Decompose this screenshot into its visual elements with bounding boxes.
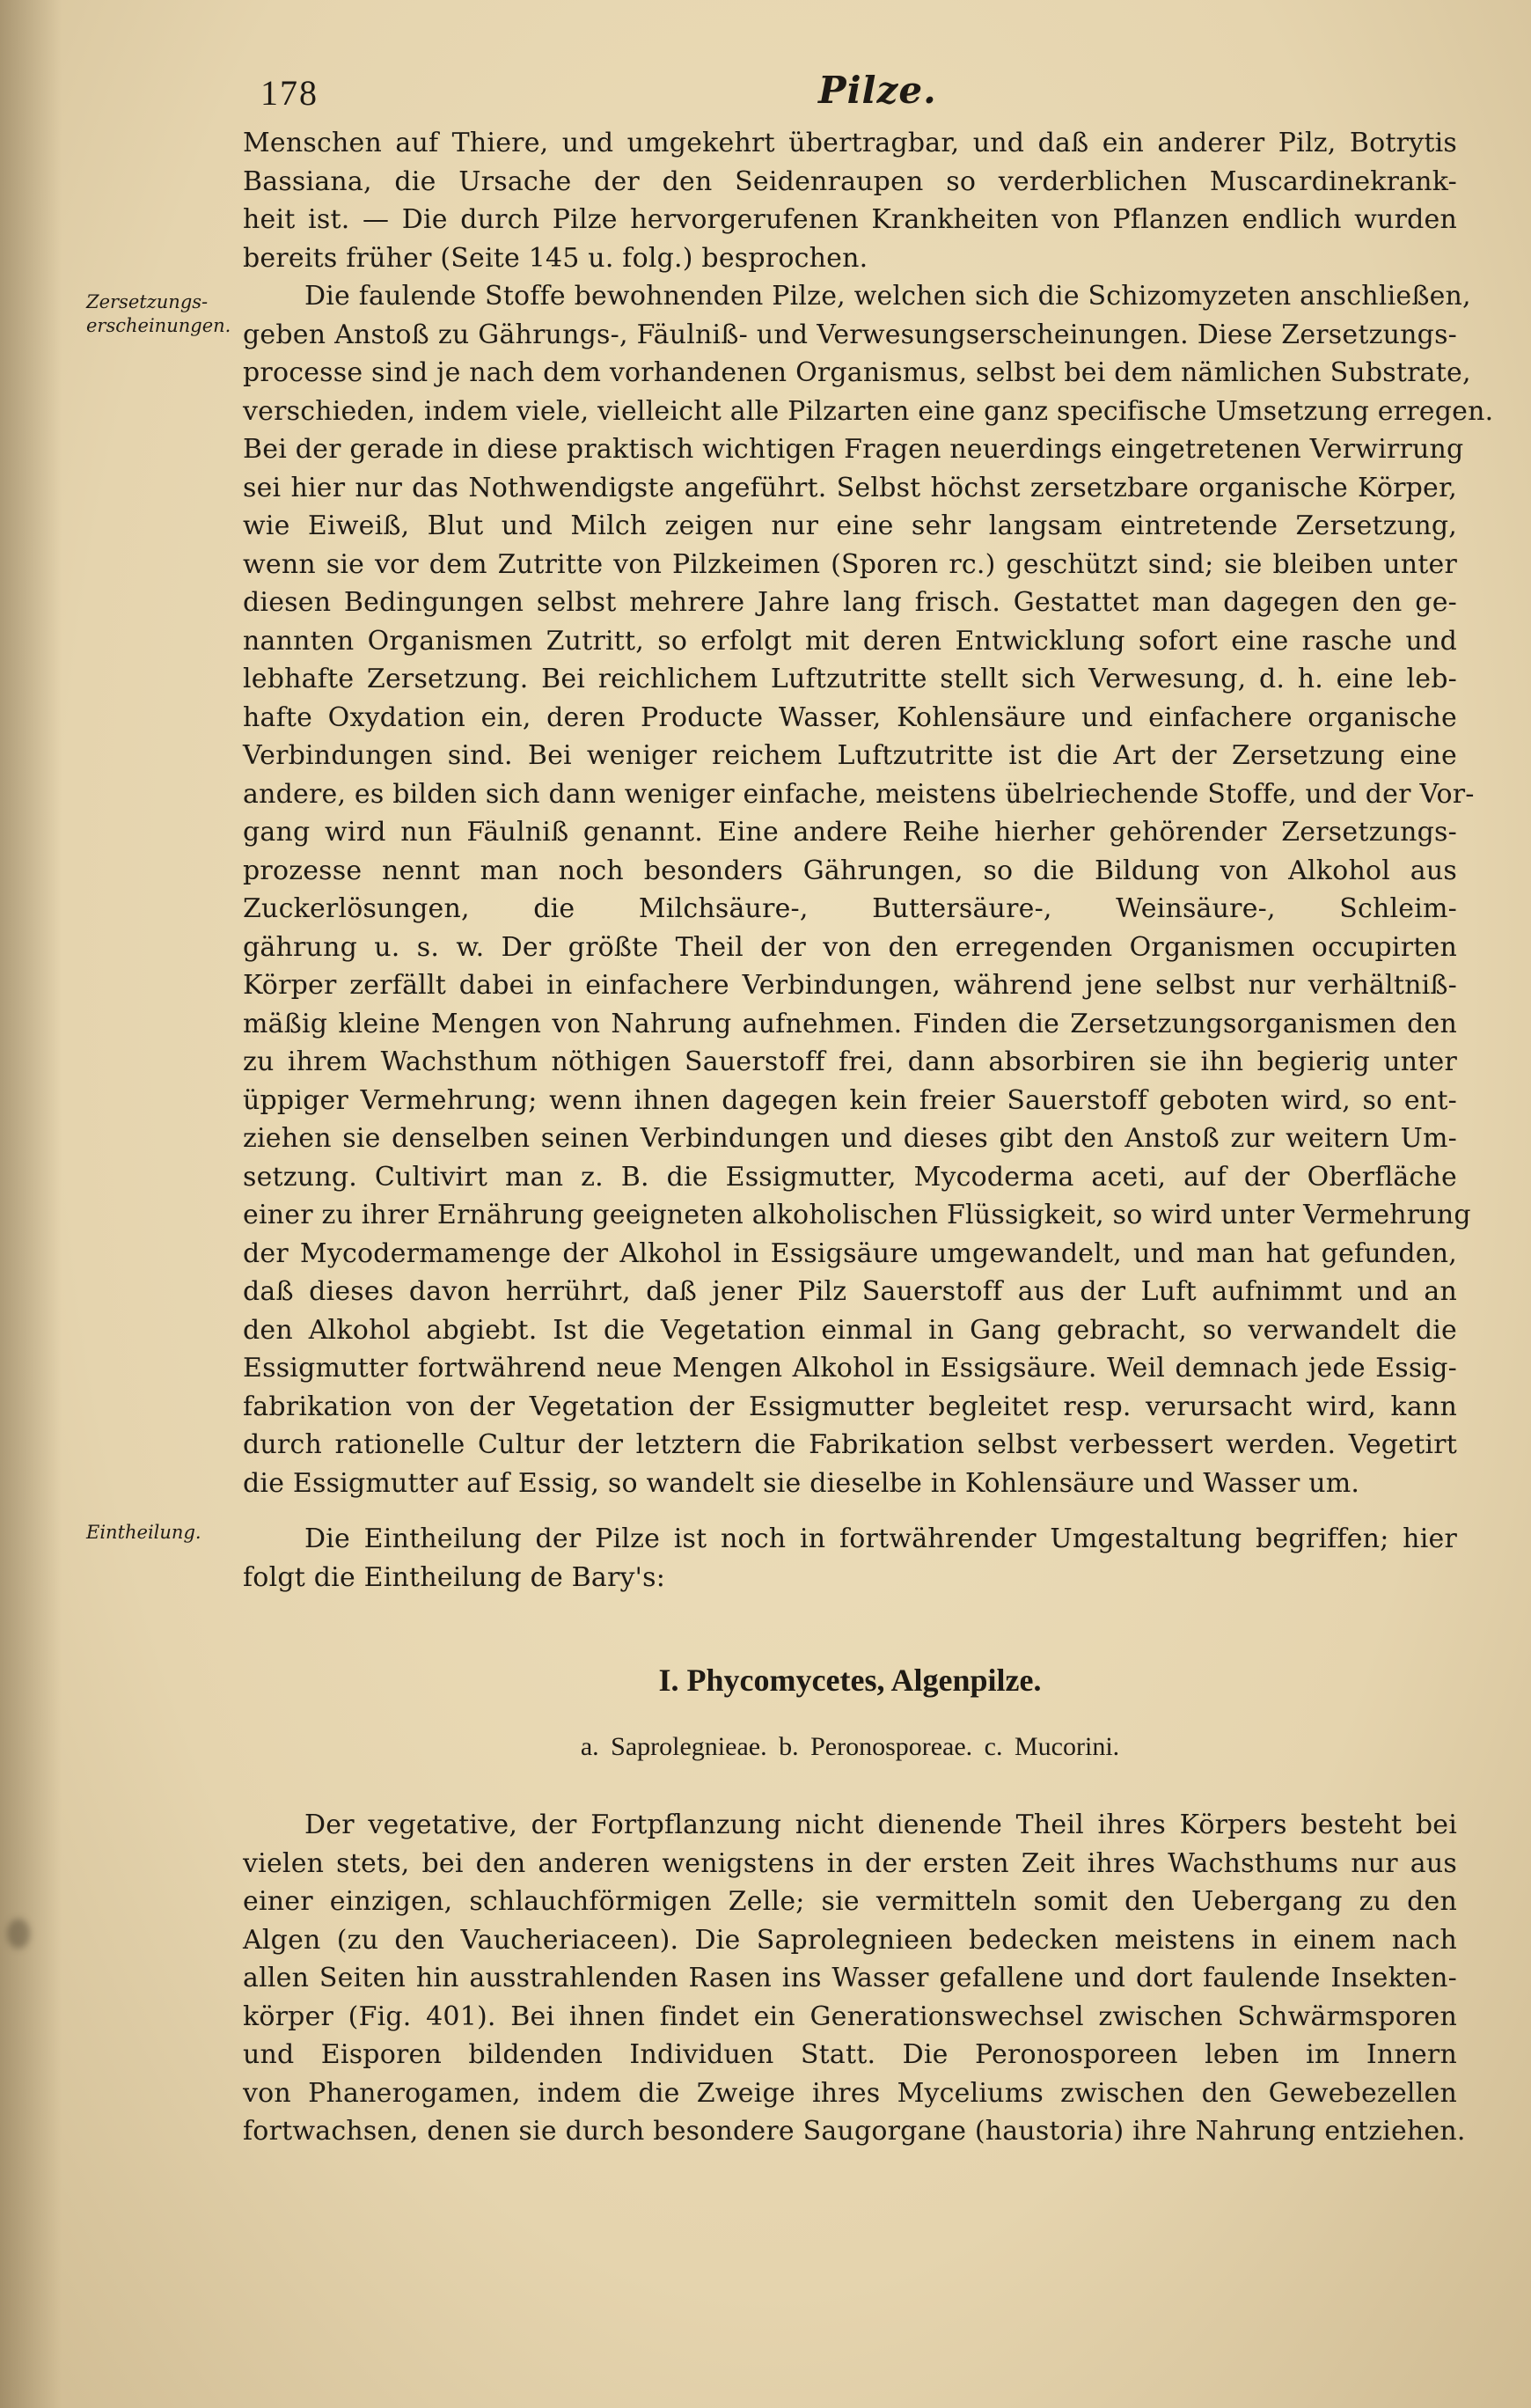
page-number: 178 (260, 73, 319, 113)
text-line: Körper zerfällt dabei in einfachere Verbindungen, während jene selbst nur verhältniß- (243, 970, 1457, 1001)
section-heading: I. Phycomycetes, Algenpilze. (658, 1663, 1042, 1698)
text-line: ziehen sie denselben seinen Verbindungen und dieses gibt den Anstoß zur weitern Um- (243, 1123, 1457, 1154)
text-line: einer einzigen, schlauchförmigen Zelle; sie vermitteln somit den Uebergang zu den (243, 1886, 1457, 1917)
text-line: Algen (zu den Vaucheriaceen). Die Saprolegnieen bedecken meistens in einem nach (243, 1924, 1457, 1956)
paragraph-continuation (243, 124, 1457, 277)
text-line: und Eisporen bildenden Individuen Statt. Die Peronosporeen leben im Innern (243, 2039, 1457, 2070)
text-line: diesen Bedingungen selbst mehrere Jahre lang frisch. Gestattet man dagegen den ge- (243, 587, 1457, 618)
paragraph-phycomycetes (243, 1806, 1466, 2151)
text-line: Essigmutter fortwährend neue Mengen Alkohol in Essigsäure. Weil demnach jede Essig- (243, 1353, 1457, 1384)
text-line: gang wird nun Fäulniß genannt. Eine andere Reihe hierher gehörender Zersetzungs- (243, 817, 1457, 848)
text-line: üppiger Vermehrung; wenn ihnen dagegen kein freier Sauerstoff geboten wird, so ent- (243, 1084, 1457, 1116)
margin-note-decomposition: Zersetzungs-erscheinungen. (86, 291, 231, 336)
text-line: wie Eiweiß, Blut und Milch zeigen nur eine sehr langsam eintretende Zersetzung, (243, 510, 1457, 541)
margin-note-classification: Eintheilung. (86, 1522, 201, 1543)
text-line: Zuckerlösungen, die Milchsäure-, Buttersäure-, Weinsäure-, Schleim- (243, 893, 1457, 924)
paragraph-classification (243, 1520, 1457, 1597)
text-line: Menschen auf Thiere, und umgekehrt übertragbar, und daß ein anderer Pilz, Botrytis (243, 128, 1457, 158)
text-line: vielen stets, bei den anderen wenigstens in der ersten Zeit ihres Wachsthums nur aus (243, 1847, 1457, 1879)
text-line: durch rationelle Cultur der letztern die Fabrikation selbst verbessert werden. Vegetirt (243, 1429, 1457, 1460)
text-line: den Alkohol abgiebt. Ist die Vegetation einmal in Gang gebracht, so verwandelt die (243, 1314, 1457, 1346)
text-line: Die Eintheilung der Pilze ist noch in fortwährender Umgestaltung begriffen; hier (304, 1523, 1457, 1554)
paragraph-decomposition (243, 277, 1494, 1502)
text-line: sei hier nur das Nothwendigste angeführt. Selbst höchst zersetzbare organische Körper, (243, 472, 1457, 503)
text-line: heit ist. — Die durch Pilze hervorgerufenen Krankheiten von Pflanzen endlich wurden (243, 204, 1457, 235)
binding-shadow (0, 0, 62, 2408)
text-line: einer zu ihrer Ernährung geeigneten alkoholischen Flüssigkeit, so wird unter Vermehrung (243, 1200, 1471, 1230)
text-line: andere, es bilden sich dann weniger einfache, meistens übelriechende Stoffe, und der Vor- (243, 778, 1475, 810)
text-line: der Mycodermamenge der Alkohol in Essigsäure umgewandelt, und man hat gefunden, (243, 1237, 1457, 1269)
text-line: prozesse nennt man noch besonders Gährungen, so die Bildung von Alkohol aus (243, 855, 1457, 886)
text-line: lebhafte Zersetzung. Bei reichlichem Luftzutritte stellt sich Verwesung, d. h. eine leb- (243, 664, 1457, 694)
text-line: Die faulende Stoffe bewohnenden Pilze, welchen sich die Schizomyzeten anschließen, (304, 281, 1471, 312)
text-line: folgt die Eintheilung de Bary's: (243, 1561, 666, 1593)
text-line: körper (Fig. 401). Bei ihnen findet ein Generationswechsel zwischen Schwärmsporen (243, 2001, 1457, 2032)
text-line: mäßig kleine Mengen von Nahrung aufnehmen. Finden die Zersetzungsorganismen den (243, 1008, 1457, 1039)
text-line: geben Anstoß zu Gährungs-, Fäulniß- und Verwesungserscheinungen. Diese Zersetzungs- (243, 319, 1457, 350)
text-line: setzung. Cultivirt man z. B. die Essigmutter, Mycoderma aceti, auf der Oberfläche (243, 1161, 1457, 1193)
text-line: daß dieses davon herrührt, daß jener Pilz Sauerstoff aus der Luft aufnimmt und an (243, 1276, 1457, 1307)
text-line: Der vegetative, der Fortpflanzung nicht dienende Theil ihres Körpers besteht bei (304, 1810, 1457, 1840)
text-line: fortwachsen, denen sie durch besondere Saugorgane (haustoria) ihre Nahrung entziehen. (243, 2116, 1466, 2147)
text-line: von Phanerogamen, indem die Zweige ihres Myceliums zwischen den Gewebezellen (243, 2077, 1457, 2109)
text-line: gährung u. s. w. Der größte Theil der von den erregenden Organismen occupirten (243, 931, 1457, 963)
text-line: verschieden, indem viele, vielleicht alle Pilzarten eine ganz specifische Umsetzung erregen. (243, 395, 1494, 427)
text-line: wenn sie vor dem Zutritte von Pilzkeimen (Sporen rc.) geschützt sind; sie bleiben unter (243, 548, 1457, 580)
text-line: hafte Oxydation ein, deren Producte Wasser, Kohlensäure und einfachere organische (243, 701, 1457, 733)
text-line: bereits früher (Seite 145 u. folg.) besprochen. (243, 242, 868, 274)
text-line: Bei der gerade in diese praktisch wichtigen Fragen neuerdings eingetretenen Verwirrung (243, 434, 1464, 465)
text-line: die Essigmutter auf Essig, so wandelt sie dieselbe in Kohlensäure und Wasser um. (243, 1467, 1360, 1499)
ink-blot (7, 1919, 30, 1949)
text-line: processe sind je nach dem vorhandenen Organismus, selbst bei dem nämlichen Substrate, (243, 357, 1471, 388)
text-line: zu ihrem Wachsthum nöthigen Sauerstoff frei, dann absorbiren sie ihn begierig unter (243, 1046, 1457, 1077)
text-line: fabrikation von der Vegetation der Essigmutter begleitet resp. verursacht wird, kann (243, 1391, 1457, 1422)
text-line: nannten Organismen Zutritt, so erfolgt mit deren Entwicklung sofort eine rasche und (243, 625, 1457, 657)
subdivision-list: a. Saprolegnieae. b. Peronosporeae. c. Mucorini. (580, 1732, 1120, 1761)
text-line: allen Seiten hin ausstrahlenden Rasen ins Wasser gefallene und dort faulende Insekten- (243, 1963, 1457, 1993)
running-head: Pilze. (818, 69, 937, 112)
text-line: Bassiana, die Ursache der den Seidenraupen so verderblichen Muscardinekrank- (243, 165, 1457, 197)
text-line: Verbindungen sind. Bei weniger reichem Luftzutritte ist die Art der Zersetzung eine (243, 740, 1457, 771)
